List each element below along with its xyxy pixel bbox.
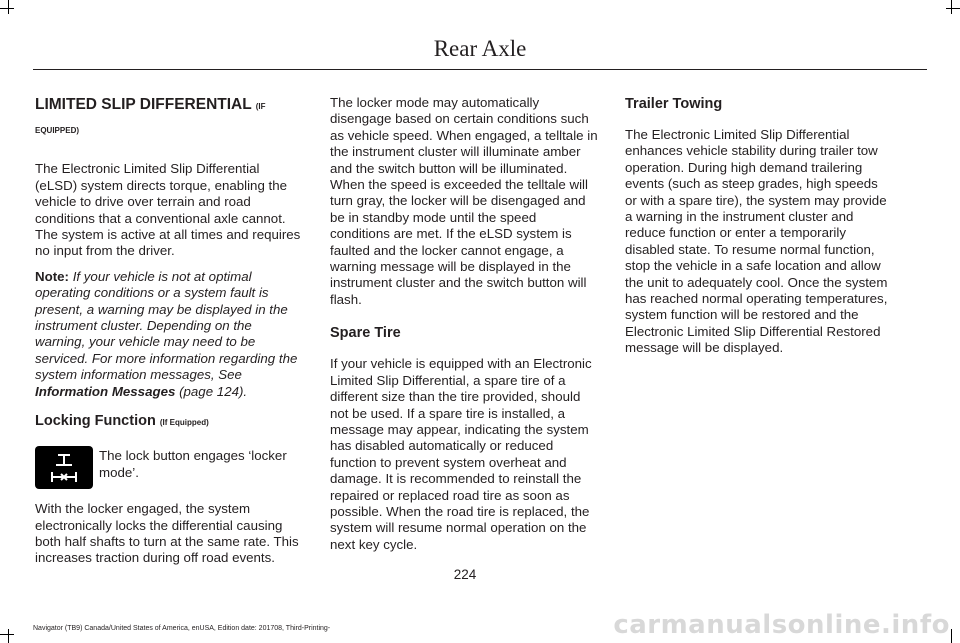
column-middle	[330, 95, 598, 562]
trailer-towing-paragraph: The Electronic Limited Slip Differential enhances vehicle stability during trailer tow operation. During high demand trailering events (such as steep grades, high speeds or with a spare tire), the system may provide a warning in the instrument cluster and reduce function or enter a temporarily disabled state. To resume normal function, stop the vehicle in a safe location and allow the unit to adequately cool. Once the system has reached normal operating temperatures, system function will be restored and the Electronic Limited Slip Differential Restored message will be displayed.	[625, 127, 888, 356]
crop-mark-top-right-v	[951, 0, 952, 14]
page-header-title: Rear Axle	[433, 36, 527, 61]
information-messages-link[interactable]: Information Messages	[35, 383, 176, 399]
locker-engaged-paragraph: With the locker engaged, the system electronically locks the differential causing both half shafts to turn at the same rate. This increases traction during off road events.	[35, 501, 299, 566]
locker-auto-disengage-paragraph: The locker mode may automatically disengage based on certain conditions such as vehicle speed. When engaged, a telltale in the instrument cluster will illuminate amber and the switch button will be illuminated. When the speed is exceeded the telltale will turn gray, the locker will be disengaged and be in standby mode until the speed conditions are met. If the eLSD system is faulted and the locker cannot engage, a warning message will be displayed in the instrument cluster and the switch button will flash.	[330, 95, 598, 307]
crop-mark-bottom-right-v	[951, 629, 952, 643]
crop-mark-bottom-left-v	[8, 629, 9, 643]
heading-tail: EQUIPPED)	[35, 126, 80, 135]
spare-tire-heading: Spare Tire	[330, 325, 401, 342]
note-label: Note:	[35, 268, 69, 284]
edition-footer: Navigator (TB9) Canada/United States of America, enUSA, Edition date: 201708, Third-Printing-	[33, 625, 331, 632]
lock-button-description: The lock button engages ‘locker mode’.	[99, 448, 287, 480]
locker-axle-icon	[35, 446, 93, 489]
note-text: If your vehicle is not at optimal operating conditions or a system fault is present, a warning may be displayed in the instrument cluster. Depending on the warning, your vehicle may need to be serviced. For more information regarding the system information messages, See	[35, 268, 298, 383]
trailer-towing-heading: Trailer Towing	[625, 96, 723, 112]
heading-main-text: LIMITED SLIP DIFFERENTIAL	[35, 96, 252, 113]
crop-mark-bottom-left-h	[0, 634, 14, 635]
note-paragraph	[35, 269, 303, 400]
locking-function-heading	[35, 412, 303, 432]
page-number: 224	[453, 567, 477, 582]
note-page-ref: (page 124).	[179, 383, 248, 399]
column-right	[625, 95, 893, 366]
crop-mark-top-right-h	[946, 8, 960, 9]
intro-paragraph: The Electronic Limited Slip Differential (eLSD) system directs torque, enabling the vehicle to drive over terrain and road conditions that a conventional axle cannot. The system is active at all times and requires no input from the driver.	[35, 161, 301, 259]
spare-tire-paragraph: If your vehicle is equipped with an Electronic Limited Slip Differential, a spare tire of a different size than the tire provided, should not be used. If a spare tire is installed, a message may appear, indicating the system has disabled automatically or reduced function to prevent system overheat and damage. It is recommended to reinstall the repaired or replaced road tire as soon as possible. When the road tire is replaced, the system will resume normal operation on the next key cycle.	[330, 356, 592, 552]
crop-mark-top-left-v	[8, 0, 9, 14]
crop-mark-top-left-h	[0, 8, 14, 9]
section-heading-limited-slip	[35, 95, 303, 117]
heading-small-text: (IF	[255, 102, 266, 111]
locking-heading-text: Locking Function	[35, 413, 156, 430]
header-divider	[33, 69, 927, 70]
lock-button-row	[35, 446, 303, 489]
locking-heading-small: (If Equipped)	[159, 418, 209, 428]
column-left	[35, 95, 303, 576]
site-watermark: carmanualsonline.info	[613, 610, 950, 640]
